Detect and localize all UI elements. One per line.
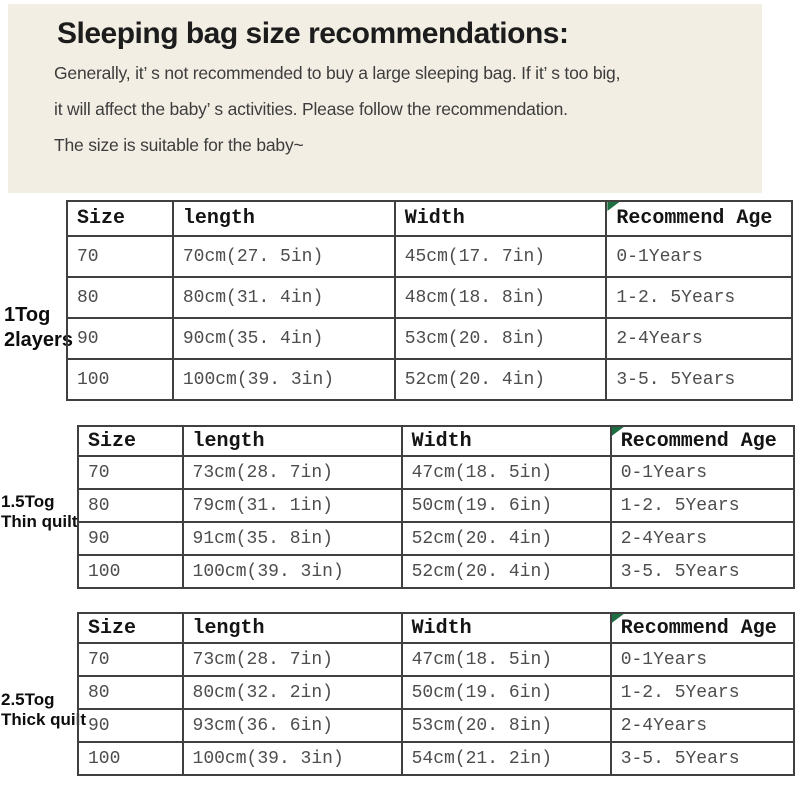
cell-age: 2-4Years	[611, 709, 794, 742]
cell-size: 100	[67, 359, 173, 400]
cell-length: 100cm(39. 3in)	[183, 555, 402, 588]
cell-length: 73cm(28. 7in)	[183, 643, 402, 676]
table-header-row	[78, 426, 794, 456]
cell-width: 52cm(20. 4in)	[402, 522, 611, 555]
table-label-2-5tog	[1, 690, 86, 730]
cell-age: 1-2. 5Years	[611, 676, 794, 709]
cell-length: 70cm(27. 5in)	[173, 236, 395, 277]
cell-age: 0-1Years	[611, 456, 794, 489]
table-label-line: Thick quilt	[1, 710, 86, 729]
cell-width: 50cm(19. 6in)	[402, 489, 611, 522]
table-label-line: 1.5Tog	[1, 492, 55, 511]
table-label-line: Thin quilt	[1, 512, 78, 531]
intro-line-1: Generally, it’ s not recommended to buy a large sleeping bag. If it’ s too big,	[54, 63, 621, 83]
table-label-1-5tog	[1, 492, 77, 532]
cell-length: 100cm(39. 3in)	[183, 742, 402, 775]
table-label-line: 2.5Tog	[1, 690, 55, 709]
table-row	[78, 489, 794, 522]
intro-line-2: it will affect the baby’ s activities. Please follow the recommendation.	[54, 99, 568, 119]
table-label-line: 2layers	[4, 329, 73, 351]
col-header-recommend-age-label: Recommend Age	[620, 616, 777, 640]
cell-size: 70	[78, 456, 183, 489]
col-header-length: length	[183, 426, 402, 456]
cell-age: 3-5. 5Years	[611, 555, 794, 588]
table-label-line: 1Tog	[4, 304, 51, 326]
size-table-1-5tog	[77, 425, 795, 589]
cell-width: 52cm(20. 4in)	[402, 555, 611, 588]
table-row	[78, 555, 794, 588]
cell-width: 45cm(17. 7in)	[395, 236, 607, 277]
size-table-2-5tog	[77, 612, 795, 776]
cell-size: 90	[78, 522, 183, 555]
cell-width: 53cm(20. 8in)	[402, 709, 611, 742]
page-title: Sleeping bag size recommendations:	[57, 17, 569, 50]
cell-size: 90	[67, 318, 173, 359]
col-header-recommend-age	[606, 201, 792, 236]
cell-size: 80	[78, 676, 183, 709]
table-header-row	[78, 613, 794, 643]
cell-size: 70	[67, 236, 173, 277]
cell-size: 90	[78, 709, 183, 742]
intro-line-3: The size is suitable for the baby~	[54, 135, 304, 155]
hero-panel	[8, 4, 762, 193]
cell-age: 3-5. 5Years	[611, 742, 794, 775]
cell-width: 47cm(18. 5in)	[402, 456, 611, 489]
col-header-width: Width	[402, 613, 611, 643]
col-header-size: Size	[78, 426, 183, 456]
table-row	[78, 709, 794, 742]
cell-length: 90cm(35. 4in)	[173, 318, 395, 359]
table-row	[67, 318, 792, 359]
cell-width: 52cm(20. 4in)	[395, 359, 607, 400]
table-row	[78, 456, 794, 489]
cell-size: 100	[78, 742, 183, 775]
table-row	[78, 522, 794, 555]
cell-size: 80	[78, 489, 183, 522]
cell-width: 50cm(19. 6in)	[402, 676, 611, 709]
table-row	[78, 742, 794, 775]
cell-size: 100	[78, 555, 183, 588]
cell-age: 2-4Years	[611, 522, 794, 555]
col-header-recommend-age-label: Recommend Age	[620, 429, 777, 453]
col-header-recommend-age	[611, 613, 794, 643]
cell-length: 79cm(31. 1in)	[183, 489, 402, 522]
table-row	[67, 236, 792, 277]
cell-age: 1-2. 5Years	[611, 489, 794, 522]
table-row	[67, 359, 792, 400]
cell-size: 80	[67, 277, 173, 318]
cell-width: 54cm(21. 2in)	[402, 742, 611, 775]
table-row	[78, 676, 794, 709]
cell-length: 80cm(32. 2in)	[183, 676, 402, 709]
cell-width: 47cm(18. 5in)	[402, 643, 611, 676]
cell-length: 80cm(31. 4in)	[173, 277, 395, 318]
col-header-recommend-age	[611, 426, 794, 456]
cell-age: 2-4Years	[606, 318, 792, 359]
cell-size: 70	[78, 643, 183, 676]
col-header-size: Size	[67, 201, 173, 236]
cell-width: 48cm(18. 8in)	[395, 277, 607, 318]
col-header-width: Width	[395, 201, 607, 236]
table-row	[67, 277, 792, 318]
cell-length: 93cm(36. 6in)	[183, 709, 402, 742]
col-header-size: Size	[78, 613, 183, 643]
table-label-1tog	[4, 303, 73, 353]
size-table-1tog	[66, 200, 793, 401]
col-header-recommend-age-label: Recommend Age	[616, 207, 773, 230]
cell-length: 100cm(39. 3in)	[173, 359, 395, 400]
col-header-length: length	[183, 613, 402, 643]
cell-age: 1-2. 5Years	[606, 277, 792, 318]
cell-age: 0-1Years	[606, 236, 792, 277]
cell-length: 91cm(35. 8in)	[183, 522, 402, 555]
cell-age: 3-5. 5Years	[606, 359, 792, 400]
table-row	[78, 643, 794, 676]
cell-age: 0-1Years	[611, 643, 794, 676]
col-header-width: Width	[402, 426, 611, 456]
cell-width: 53cm(20. 8in)	[395, 318, 607, 359]
col-header-length: length	[173, 201, 395, 236]
cell-length: 73cm(28. 7in)	[183, 456, 402, 489]
table-header-row	[67, 201, 792, 236]
